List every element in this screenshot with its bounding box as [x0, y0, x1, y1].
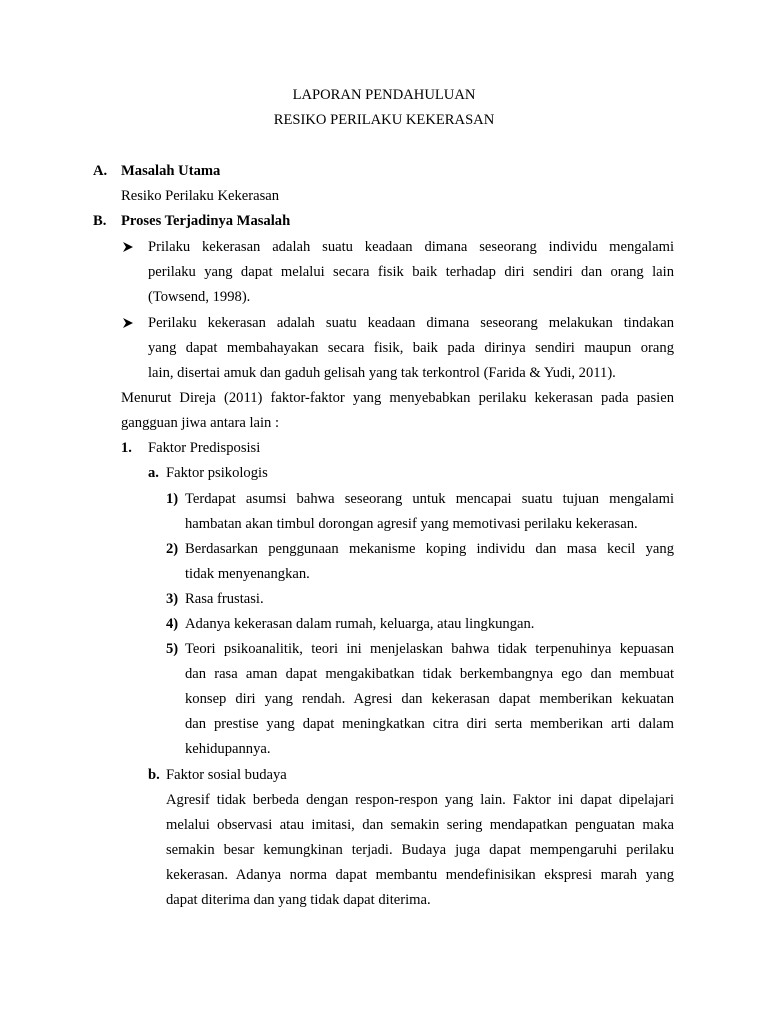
sub-b-marker: b.: [148, 767, 160, 783]
list-item-line: Berdasarkan penggunaan mekanisme koping individu dan masa kecil yang: [185, 541, 674, 557]
list-item-line: dan prestise yang dapat meningkatkan citra diri serta memberikan arti dalam: [185, 716, 674, 732]
list-item: [185, 487, 674, 537]
list-item-line: Rasa frustasi.: [185, 591, 264, 607]
factor-1-marker: 1.: [121, 440, 132, 456]
list-item: [185, 537, 674, 587]
factor-1-label: Faktor Predisposisi: [148, 440, 261, 456]
bullet-1-line: Prilaku kekerasan adalah suatu keadaan dimana seseorang individu mengalami: [148, 239, 674, 255]
list-item-line: Terdapat asumsi bahwa seseorang untuk mencapai suatu tujuan mengalami: [185, 491, 674, 507]
sub-b-line: kekerasan. Adanya norma dapat membantu mendefinisikan ekspresi marah yang: [166, 867, 674, 883]
list-item: [185, 612, 674, 637]
sub-a-marker: a.: [148, 465, 159, 481]
bullet-1-line: (Towsend, 1998).: [148, 289, 251, 305]
document-subtitle: RESIKO PERILAKU KEKERASAN: [273, 112, 495, 128]
bullet-2: [148, 311, 674, 386]
list-item-line: dan rasa aman dapat mengakibatkan tidak berkembangnya ego dan membuat: [185, 666, 674, 682]
bullet-1: [148, 235, 674, 310]
bullet-2-line: yang dapat membahayakan secara fisik, baik pada dirinya sendiri maupun orang: [148, 340, 674, 356]
arrow-bullet-icon: [122, 317, 134, 329]
arrow-bullet-icon: [122, 241, 134, 253]
section-a-marker: A.: [93, 163, 108, 179]
document-title: LAPORAN PENDAHULUAN: [292, 87, 476, 103]
sub-a-label: Faktor psikologis: [166, 465, 268, 481]
sub-b-line: dapat diterima dan yang tidak dapat diterima.: [166, 892, 431, 908]
list-item-line: kehidupannya.: [185, 741, 271, 757]
sub-b-line: semakin besar kemungkinan terjadi. Budaya juga dapat mempengaruhi perilaku: [166, 842, 674, 858]
list-item-line: konsep diri yang rendah. Agresi dan kekerasan dapat memberikan kekuatan: [185, 691, 674, 707]
section-b-marker: B.: [93, 213, 107, 229]
list-item-line: hambatan akan timbul dorongan agresif yang memotivasi perilaku kekerasan.: [185, 516, 638, 532]
bullet-2-line: lain, disertai amuk dan gaduh gelisah yang tak terkontrol (Farida & Yudi, 2011).: [148, 365, 616, 381]
sub-b-paragraph: [166, 788, 674, 913]
sub-b-line: melalui observasi atau imitasi, dan semakin sering mendapatkan penguatan maka: [166, 817, 674, 833]
sub-b-line: Agresif tidak berbeda dengan respon-respon yang lain. Faktor ini dapat dipelajari: [166, 792, 674, 808]
section-a-heading: Masalah Utama: [121, 163, 221, 179]
list-item-marker: 3): [166, 591, 179, 607]
bullet-1-line: perilaku yang dapat melalui secara fisik baik terhadap diri sendiri dan orang lain: [148, 264, 674, 280]
intro-line: Menurut Direja (2011) faktor-faktor yang menyebabkan perilaku kekerasan pada pasien: [121, 390, 674, 406]
list-item-marker: 4): [166, 616, 179, 632]
intro-paragraph: [121, 386, 674, 436]
list-item-marker: 2): [166, 541, 179, 557]
list-item-marker: 1): [166, 491, 179, 507]
list-item-line: tidak menyenangkan.: [185, 566, 310, 582]
list-item-line: Teori psikoanalitik, teori ini menjelaskan bahwa tidak terpenuhinya kepuasan: [185, 641, 674, 657]
list-item: [185, 587, 674, 612]
list-item-line: Adanya kekerasan dalam rumah, keluarga, atau lingkungan.: [185, 616, 535, 632]
section-a-text: Resiko Perilaku Kekerasan: [121, 188, 280, 204]
list-item-marker: 5): [166, 641, 179, 657]
section-b-heading: Proses Terjadinya Masalah: [121, 213, 291, 229]
list-item: [185, 637, 674, 762]
sub-b-label: Faktor sosial budaya: [166, 767, 287, 783]
bullet-2-line: Perilaku kekerasan adalah suatu keadaan dimana seseorang melakukan tindakan: [148, 315, 674, 331]
intro-line: gangguan jiwa antara lain :: [121, 415, 280, 431]
